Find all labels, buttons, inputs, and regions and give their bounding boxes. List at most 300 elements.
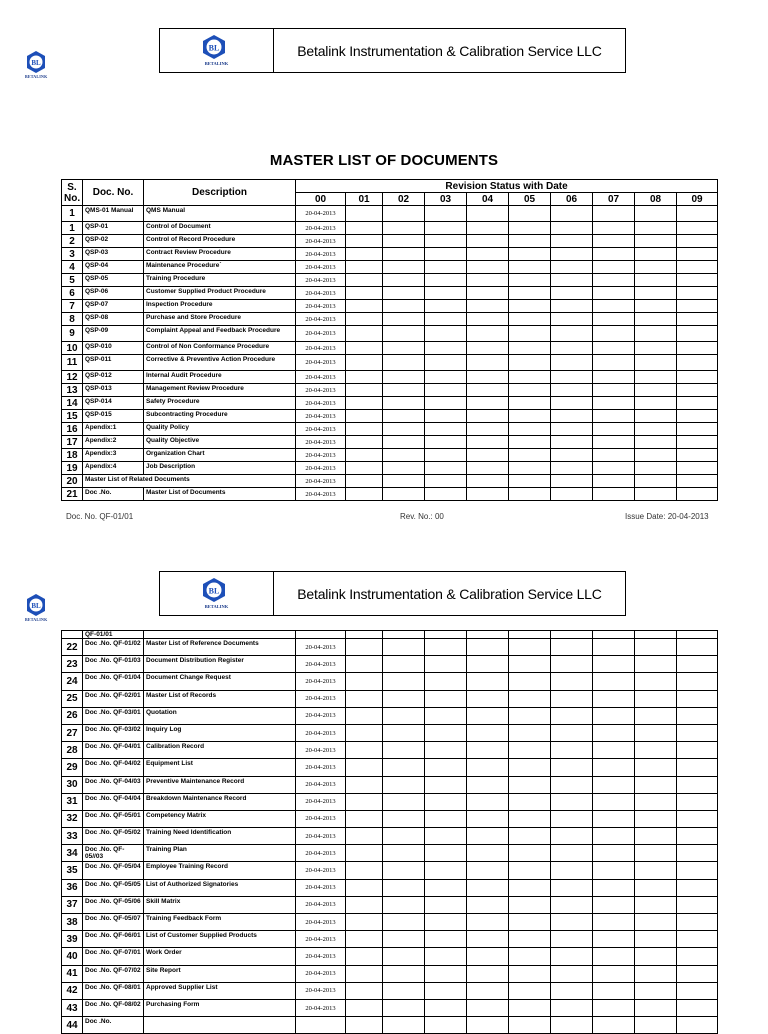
row-rev-empty xyxy=(383,397,425,410)
row-rev-empty xyxy=(509,206,551,222)
table-row xyxy=(62,423,718,436)
row-description: Training Feedback Form xyxy=(144,914,296,931)
row-rev-empty xyxy=(635,948,677,965)
row-rev-empty xyxy=(593,371,635,384)
row-sno: 6 xyxy=(62,287,83,300)
row-rev-empty xyxy=(467,673,509,690)
row-merged-description: Master List of Related Documents xyxy=(83,475,296,488)
row-rev-empty xyxy=(635,326,677,342)
row-empty-cell xyxy=(425,631,467,639)
row-rev-empty xyxy=(551,342,593,355)
row-description: Internal Audit Procedure xyxy=(144,371,296,384)
row-rev-empty xyxy=(467,639,509,656)
row-rev-00: 20-04-2013 xyxy=(296,776,346,793)
rev-header-02: 02 xyxy=(383,193,425,206)
row-rev-empty xyxy=(677,397,718,410)
row-rev-empty xyxy=(635,261,677,274)
row-rev-empty xyxy=(425,300,467,313)
row-rev-empty xyxy=(425,793,467,810)
row-sno-empty xyxy=(62,631,83,639)
row-rev-empty xyxy=(509,999,551,1016)
row-rev-empty xyxy=(467,982,509,999)
row-rev-empty xyxy=(346,759,383,776)
row-rev-empty xyxy=(509,776,551,793)
row-rev-empty xyxy=(383,999,425,1016)
row-rev-empty xyxy=(593,965,635,982)
row-rev-00: 20-04-2013 xyxy=(296,342,346,355)
row-rev-empty xyxy=(383,423,425,436)
row-rev-empty xyxy=(677,948,718,965)
row-rev-00: 20-04-2013 xyxy=(296,261,346,274)
row-rev-00: 20-04-2013 xyxy=(296,248,346,261)
row-rev-00: 20-04-2013 xyxy=(296,828,346,845)
row-sno: 40 xyxy=(62,948,83,965)
row-rev-empty xyxy=(346,965,383,982)
row-rev-empty xyxy=(677,384,718,397)
row-rev-empty xyxy=(383,261,425,274)
row-rev-empty xyxy=(509,810,551,827)
row-rev-empty xyxy=(677,793,718,810)
row-sno: 9 xyxy=(62,326,83,342)
row-rev-empty xyxy=(383,639,425,656)
row-description: Contract Review Procedure xyxy=(144,248,296,261)
row-rev-empty xyxy=(425,999,467,1016)
row-sno: 24 xyxy=(62,673,83,690)
row-rev-empty xyxy=(346,235,383,248)
table-row xyxy=(62,999,718,1016)
row-rev-empty xyxy=(593,475,635,488)
row-doc-no: Doc .No. xyxy=(83,488,144,501)
table-row xyxy=(62,248,718,261)
row-rev-empty xyxy=(635,449,677,462)
row-doc-no: QMS-01 Manual xyxy=(83,206,144,222)
row-rev-empty xyxy=(677,707,718,724)
row-rev-empty xyxy=(677,845,718,862)
row-rev-empty xyxy=(551,274,593,287)
row-rev-empty xyxy=(593,793,635,810)
header-logo-caption-page2: BETALINK xyxy=(204,604,229,609)
row-rev-empty xyxy=(425,948,467,965)
row-rev-empty xyxy=(467,914,509,931)
row-rev-empty xyxy=(509,410,551,423)
row-rev-empty xyxy=(593,248,635,261)
row-rev-empty xyxy=(509,423,551,436)
row-sno: 15 xyxy=(62,410,83,423)
row-rev-empty xyxy=(509,287,551,300)
row-description: Skill Matrix xyxy=(144,896,296,913)
table-row xyxy=(62,235,718,248)
row-empty-cell xyxy=(144,631,296,639)
row-rev-empty xyxy=(346,300,383,313)
row-description: Preventive Maintenance Record xyxy=(144,776,296,793)
row-rev-empty xyxy=(677,656,718,673)
row-doc-no: QSP-014 xyxy=(83,397,144,410)
row-doc-no: Doc .No. QF-05/01 xyxy=(83,810,144,827)
row-rev-empty xyxy=(509,371,551,384)
row-rev-00: 20-04-2013 xyxy=(296,326,346,342)
row-rev-empty xyxy=(677,222,718,235)
row-rev-empty xyxy=(635,235,677,248)
row-rev-empty xyxy=(509,384,551,397)
row-rev-empty xyxy=(551,914,593,931)
row-rev-empty xyxy=(551,656,593,673)
row-rev-empty xyxy=(635,724,677,741)
row-rev-empty xyxy=(593,436,635,449)
row-doc-no: Doc .No. QF-08/01 xyxy=(83,982,144,999)
row-rev-empty xyxy=(383,436,425,449)
row-description: Master List of Documents xyxy=(144,488,296,501)
row-rev-empty xyxy=(593,896,635,913)
table-row xyxy=(62,965,718,982)
row-rev-empty xyxy=(551,355,593,371)
col-header-description: Description xyxy=(144,180,296,206)
row-rev-empty xyxy=(551,410,593,423)
row-sno: 13 xyxy=(62,384,83,397)
row-rev-empty xyxy=(509,342,551,355)
row-rev-00: 20-04-2013 xyxy=(296,914,346,931)
row-rev-empty xyxy=(425,1017,467,1034)
table-row xyxy=(62,793,718,810)
table-row xyxy=(62,410,718,423)
row-rev-00: 20-04-2013 xyxy=(296,862,346,879)
row-doc-no: QSP-05 xyxy=(83,274,144,287)
row-empty-cell xyxy=(346,631,383,639)
row-rev-empty xyxy=(383,313,425,326)
row-rev-empty xyxy=(551,862,593,879)
row-empty-cell xyxy=(383,631,425,639)
row-rev-empty xyxy=(425,742,467,759)
row-rev-empty xyxy=(677,235,718,248)
row-empty-cell xyxy=(551,631,593,639)
row-sno: 43 xyxy=(62,999,83,1016)
table-row xyxy=(62,313,718,326)
row-rev-empty xyxy=(467,948,509,965)
row-sno: 28 xyxy=(62,742,83,759)
row-rev-empty xyxy=(425,759,467,776)
document-header-page2 xyxy=(159,571,626,616)
row-rev-empty xyxy=(467,436,509,449)
row-rev-empty xyxy=(635,287,677,300)
row-rev-empty xyxy=(551,222,593,235)
row-rev-empty xyxy=(551,879,593,896)
row-doc-no: Doc .No. QF-04/03 xyxy=(83,776,144,793)
row-rev-empty xyxy=(383,206,425,222)
row-description: Control of Document xyxy=(144,222,296,235)
row-rev-empty xyxy=(346,707,383,724)
row-description: Inspection Procedure xyxy=(144,300,296,313)
row-rev-empty xyxy=(635,300,677,313)
company-name: Betalink Instrumentation & Calibration Service LLC xyxy=(297,42,602,59)
row-rev-empty xyxy=(467,397,509,410)
row-rev-00: 20-04-2013 xyxy=(296,222,346,235)
row-sno: 7 xyxy=(62,300,83,313)
header-logo-mark: BL xyxy=(208,43,220,53)
row-doc-no: Apendix:2 xyxy=(83,436,144,449)
table-row xyxy=(62,300,718,313)
footer-doc-no: Doc. No. QF-01/01 xyxy=(66,512,134,521)
row-rev-empty xyxy=(425,326,467,342)
row-rev-empty xyxy=(383,342,425,355)
row-rev-empty xyxy=(425,206,467,222)
row-rev-empty xyxy=(467,313,509,326)
row-rev-empty xyxy=(593,759,635,776)
row-rev-empty xyxy=(425,776,467,793)
row-rev-empty xyxy=(677,879,718,896)
row-rev-empty xyxy=(677,326,718,342)
row-rev-empty xyxy=(425,287,467,300)
row-description: Inquiry Log xyxy=(144,724,296,741)
row-rev-empty xyxy=(551,982,593,999)
row-rev-empty xyxy=(425,235,467,248)
row-rev-empty xyxy=(467,248,509,261)
table-row xyxy=(62,948,718,965)
row-rev-empty xyxy=(551,326,593,342)
row-rev-empty xyxy=(346,656,383,673)
row-rev-empty xyxy=(383,879,425,896)
row-rev-empty xyxy=(467,206,509,222)
row-rev-empty xyxy=(425,724,467,741)
row-rev-empty xyxy=(467,261,509,274)
row-rev-empty xyxy=(509,222,551,235)
row-rev-empty xyxy=(346,948,383,965)
table-row xyxy=(62,261,718,274)
row-rev-empty xyxy=(551,371,593,384)
row-rev-empty xyxy=(425,639,467,656)
row-description: Calibration Record xyxy=(144,742,296,759)
row-sno: 34 xyxy=(62,845,83,862)
row-rev-empty xyxy=(635,248,677,261)
row-rev-00: 20-04-2013 xyxy=(296,235,346,248)
row-rev-empty xyxy=(551,776,593,793)
row-rev-empty xyxy=(425,261,467,274)
row-sno: 8 xyxy=(62,313,83,326)
row-rev-empty xyxy=(509,707,551,724)
row-rev-empty xyxy=(677,300,718,313)
row-description: List of Authorized Signatories xyxy=(144,879,296,896)
row-rev-empty xyxy=(635,462,677,475)
row-rev-empty xyxy=(467,287,509,300)
row-rev-empty xyxy=(509,845,551,862)
table-row xyxy=(62,673,718,690)
header-logo-cell-page2 xyxy=(160,572,274,615)
row-rev-empty xyxy=(551,828,593,845)
table-row xyxy=(62,656,718,673)
row-rev-empty xyxy=(425,931,467,948)
row-sno: 35 xyxy=(62,862,83,879)
row-rev-empty xyxy=(593,931,635,948)
row-rev-empty xyxy=(346,287,383,300)
row-rev-00: 20-04-2013 xyxy=(296,355,346,371)
row-doc-no: Doc .No. QF-01/04 xyxy=(83,673,144,690)
row-sno: 41 xyxy=(62,965,83,982)
table-row xyxy=(62,982,718,999)
row-rev-empty xyxy=(551,248,593,261)
row-rev-empty xyxy=(677,261,718,274)
row-rev-empty xyxy=(467,793,509,810)
row-rev-empty xyxy=(425,371,467,384)
row-rev-empty xyxy=(346,371,383,384)
row-rev-00 xyxy=(296,1017,346,1034)
row-rev-empty xyxy=(509,690,551,707)
row-doc-no: QSP-03 xyxy=(83,248,144,261)
row-rev-empty xyxy=(551,261,593,274)
col-header-revision-status: Revision Status with Date xyxy=(296,180,718,193)
row-rev-empty xyxy=(635,793,677,810)
row-rev-empty xyxy=(383,914,425,931)
row-rev-empty xyxy=(635,206,677,222)
row-sno: 18 xyxy=(62,449,83,462)
row-sno: 37 xyxy=(62,896,83,913)
row-rev-empty xyxy=(509,449,551,462)
row-doc-no: QSP-011 xyxy=(83,355,144,371)
table-row xyxy=(62,449,718,462)
row-rev-empty xyxy=(635,397,677,410)
row-rev-empty xyxy=(677,776,718,793)
row-rev-empty xyxy=(677,914,718,931)
row-description: Organization Chart xyxy=(144,449,296,462)
rev-header-01: 01 xyxy=(346,193,383,206)
row-rev-00: 20-04-2013 xyxy=(296,810,346,827)
row-rev-empty xyxy=(425,342,467,355)
row-rev-empty xyxy=(346,810,383,827)
row-rev-00: 20-04-2013 xyxy=(296,449,346,462)
row-rev-empty xyxy=(425,397,467,410)
row-doc-no: QSP-09 xyxy=(83,326,144,342)
row-doc-no: Doc .No. QF-05/06 xyxy=(83,896,144,913)
row-rev-empty xyxy=(635,707,677,724)
row-rev-empty xyxy=(509,965,551,982)
rev-header-08: 08 xyxy=(635,193,677,206)
row-rev-empty xyxy=(425,690,467,707)
row-rev-empty xyxy=(635,742,677,759)
row-rev-00: 20-04-2013 xyxy=(296,287,346,300)
row-description: Quality Objective xyxy=(144,436,296,449)
row-description: Job Description xyxy=(144,462,296,475)
row-rev-empty xyxy=(551,896,593,913)
row-empty-cell xyxy=(593,631,635,639)
row-rev-empty xyxy=(425,475,467,488)
row-rev-00: 20-04-2013 xyxy=(296,879,346,896)
row-rev-empty xyxy=(677,410,718,423)
row-rev-empty xyxy=(383,845,425,862)
row-rev-00: 20-04-2013 xyxy=(296,707,346,724)
row-rev-empty xyxy=(383,776,425,793)
row-description: Site Report xyxy=(144,965,296,982)
row-rev-empty xyxy=(467,999,509,1016)
row-rev-empty xyxy=(677,982,718,999)
row-rev-empty xyxy=(425,436,467,449)
row-rev-empty xyxy=(467,462,509,475)
row-rev-empty xyxy=(551,845,593,862)
row-sno: 23 xyxy=(62,656,83,673)
row-doc-no: QSP-07 xyxy=(83,300,144,313)
col-header-docno: Doc. No. xyxy=(83,180,144,206)
row-rev-empty xyxy=(346,639,383,656)
row-doc-no: Doc .No. QF-05//03 xyxy=(83,845,144,862)
master-list-table-page2 xyxy=(61,630,718,1034)
row-rev-empty xyxy=(509,1017,551,1034)
header-logo-icon-page2 xyxy=(200,577,228,603)
row-description: Competency Matrix xyxy=(144,810,296,827)
row-rev-empty xyxy=(467,845,509,862)
row-rev-00: 20-04-2013 xyxy=(296,948,346,965)
row-rev-empty xyxy=(509,274,551,287)
company-name-page2: Betalink Instrumentation & Calibration Service LLC xyxy=(297,585,602,602)
row-rev-empty xyxy=(383,673,425,690)
row-rev-empty xyxy=(551,384,593,397)
row-rev-empty xyxy=(425,449,467,462)
table-row xyxy=(62,810,718,827)
row-rev-empty xyxy=(509,724,551,741)
row-rev-empty xyxy=(425,879,467,896)
row-doc-no: Doc .No. QF-04/02 xyxy=(83,759,144,776)
row-rev-empty xyxy=(346,397,383,410)
row-rev-empty xyxy=(383,810,425,827)
table-row xyxy=(62,222,718,235)
row-rev-empty xyxy=(383,828,425,845)
row-rev-empty xyxy=(677,724,718,741)
row-rev-empty xyxy=(383,235,425,248)
rev-header-03: 03 xyxy=(425,193,467,206)
row-doc-no: Doc .No. QF-05/05 xyxy=(83,879,144,896)
row-rev-00: 20-04-2013 xyxy=(296,639,346,656)
row-rev-empty xyxy=(635,931,677,948)
row-rev-empty xyxy=(383,355,425,371)
row-rev-empty xyxy=(509,475,551,488)
row-rev-empty xyxy=(551,488,593,501)
row-rev-empty xyxy=(346,462,383,475)
header-logo-icon xyxy=(200,34,228,60)
row-rev-empty xyxy=(467,879,509,896)
row-description: Training Need Identification xyxy=(144,828,296,845)
row-rev-empty xyxy=(635,371,677,384)
row-rev-empty xyxy=(383,896,425,913)
row-empty-cell xyxy=(467,631,509,639)
row-rev-empty xyxy=(509,982,551,999)
row-rev-empty xyxy=(346,206,383,222)
row-rev-empty xyxy=(383,862,425,879)
row-rev-empty xyxy=(383,707,425,724)
row-sno: 1 xyxy=(62,206,83,222)
side-logo-icon xyxy=(24,50,50,76)
row-description: Work Order xyxy=(144,948,296,965)
row-rev-empty xyxy=(635,828,677,845)
row-rev-empty xyxy=(346,222,383,235)
row-rev-empty xyxy=(677,488,718,501)
row-rev-empty xyxy=(635,656,677,673)
row-rev-empty xyxy=(425,274,467,287)
row-rev-00: 20-04-2013 xyxy=(296,475,346,488)
table-row xyxy=(62,436,718,449)
table-row xyxy=(62,639,718,656)
row-rev-empty xyxy=(509,914,551,931)
row-rev-empty xyxy=(551,235,593,248)
row-doc-no: QSP-08 xyxy=(83,313,144,326)
row-rev-empty xyxy=(383,965,425,982)
row-rev-empty xyxy=(593,914,635,931)
row-rev-empty xyxy=(677,828,718,845)
table-row xyxy=(62,326,718,342)
row-rev-empty xyxy=(677,342,718,355)
row-rev-empty xyxy=(383,690,425,707)
row-doc-no: QSP-02 xyxy=(83,235,144,248)
row-rev-empty xyxy=(383,982,425,999)
row-doc-no: Doc .No. QF-03/01 xyxy=(83,707,144,724)
row-doc-no: Doc .No. QF-07/01 xyxy=(83,948,144,965)
row-doc-no: Doc .No. QF-08/02 xyxy=(83,999,144,1016)
row-rev-empty xyxy=(593,397,635,410)
row-rev-empty xyxy=(509,896,551,913)
